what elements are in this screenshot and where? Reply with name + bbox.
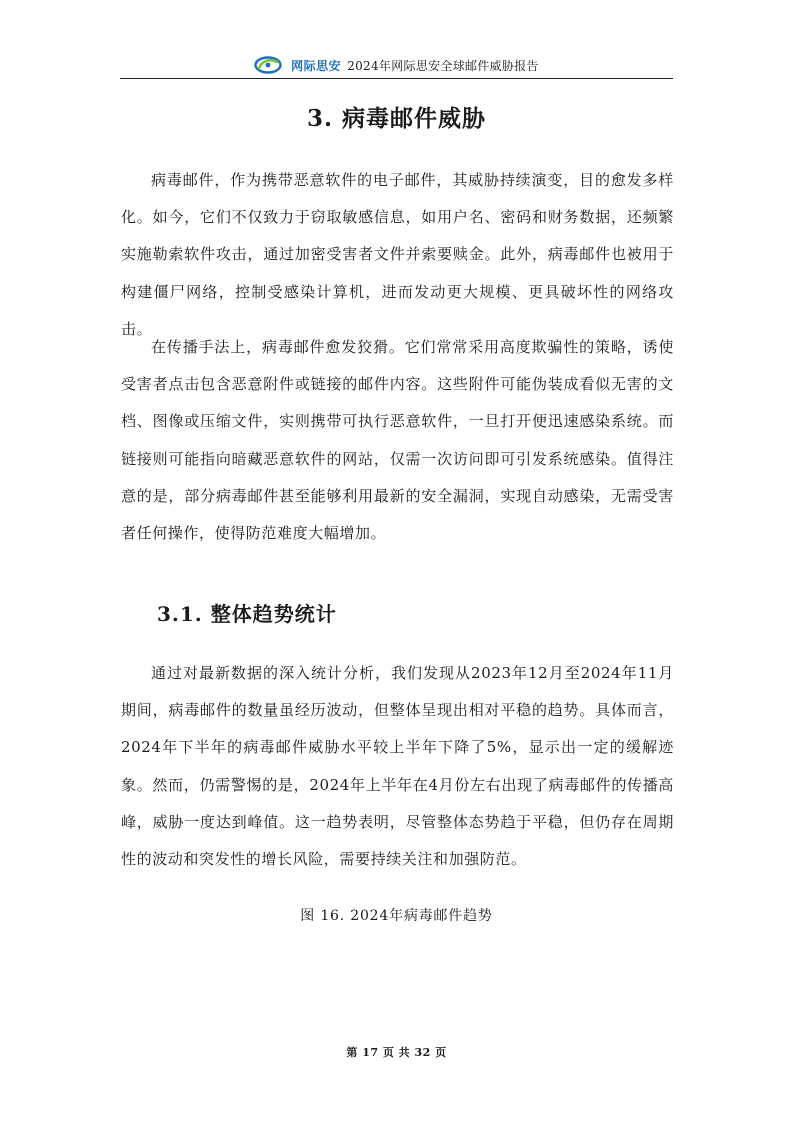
company-logo-icon bbox=[254, 56, 282, 74]
trend-paragraph: 通过对最新数据的深入统计分析，我们发现从2023年12月至2024年11月期间，病毒邮件的数量虽经历波动，但整体呈现出相对平稳的趋势。具体而言，2024年下半年的病毒邮件威胁水平较上半年下降了5%，显示出一定的缓解迹象。然而，仍需警惕的是，2024年上半年在4月份左右出现了病毒邮件的传播高峰，威胁一度达到峰值。这一趋势表明，尽管整体态势趋于平稳，但仍存在周期性的波动和突发性的增长风险，需要持续关注和加强防范。 bbox=[121, 664, 674, 869]
page-number: 第 17 页 共 32 页 bbox=[346, 1046, 447, 1059]
chapter-title: 3. 病毒邮件威胁 bbox=[306, 105, 487, 132]
brand-name: 网际思安 bbox=[291, 58, 342, 73]
figure-caption: 图 16. 2024年病毒邮件趋势 bbox=[300, 908, 493, 924]
intro-paragraph: 病毒邮件，作为携带恶意软件的电子邮件，其威胁持续演变，目的愈发多样化。如今，它们不仅致力于窃取敏感信息，如用户名、密码和财务数据，还频繁实施勒索软件攻击，通过加密受害者文件并索要赎金。此外，病毒邮件也被用于构建僵尸网络，控制受感染计算机，进而发动更大规模、更具破坏性的网络攻击。 bbox=[121, 171, 674, 338]
page-header bbox=[120, 52, 673, 79]
section-title: 3.1. 整体趋势统计 bbox=[157, 602, 337, 626]
report-title: 2024年网际思安全球邮件威胁报告 bbox=[347, 58, 539, 73]
spread-methods-paragraph: 在传播手法上，病毒邮件愈发狡猾。它们常常采用高度欺骗性的策略，诱使受害者点击包含恶意附件或链接的邮件内容。这些附件可能伪装成看似无害的文档、图像或压缩文件，实则携带可执行恶意软件，一旦打开便迅速感染系统。而链接则可能指向暗藏恶意软件的网站，仅需一次访问即可引发系统感染。值得注意的是，部分病毒邮件甚至能够利用最新的安全漏洞，实现自动感染，无需受害者任何操作，使得防范难度大幅增加。 bbox=[121, 338, 674, 543]
